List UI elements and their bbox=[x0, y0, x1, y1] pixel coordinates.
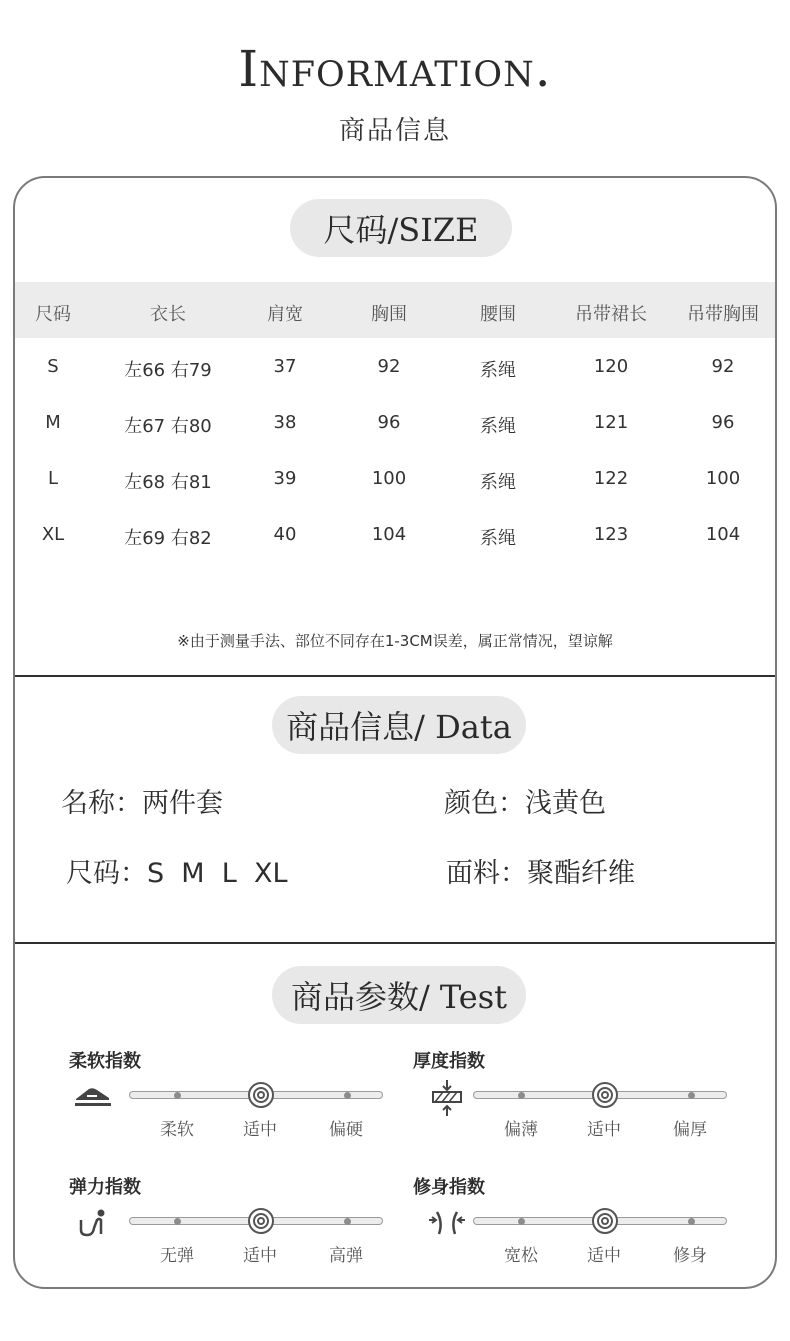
table-cell: 92 bbox=[377, 356, 401, 377]
table-cell: 系绳 bbox=[480, 472, 516, 493]
table-cell: S bbox=[47, 356, 59, 377]
selected-indicator bbox=[248, 1082, 274, 1108]
test-section-pill: 商品参数/ Test bbox=[272, 966, 526, 1024]
col-header: 尺码 bbox=[35, 304, 71, 325]
param-title: 厚度指数 bbox=[413, 1051, 485, 1072]
table-cell: 96 bbox=[711, 412, 735, 433]
measurement-note: ※由于测量手法、部位不同存在1-3CM误差，属正常情况，望谅解 bbox=[177, 632, 613, 650]
table-cell: 系绳 bbox=[480, 360, 516, 381]
table-cell: 系绳 bbox=[480, 528, 516, 549]
selected-indicator bbox=[592, 1082, 618, 1108]
scale-dot bbox=[344, 1218, 351, 1225]
table-cell: 122 bbox=[593, 468, 629, 489]
table-cell: 92 bbox=[711, 356, 735, 377]
product-name: 名称：两件套 bbox=[61, 788, 223, 819]
selected-indicator bbox=[248, 1208, 274, 1234]
table-cell: 121 bbox=[593, 412, 629, 433]
section-divider bbox=[15, 675, 775, 677]
table-cell: 39 bbox=[273, 468, 297, 489]
scale-dot bbox=[518, 1092, 525, 1099]
scale-label: 偏厚 bbox=[673, 1120, 707, 1140]
scale-label: 柔软 bbox=[160, 1120, 194, 1140]
scale-label: 高弹 bbox=[329, 1246, 363, 1266]
table-cell: 40 bbox=[273, 524, 297, 545]
table-cell: 123 bbox=[593, 524, 629, 545]
selected-indicator bbox=[592, 1208, 618, 1234]
table-cell: 系绳 bbox=[480, 416, 516, 437]
table-cell: 左66 右79 bbox=[124, 360, 212, 381]
scale-label: 宽松 bbox=[504, 1246, 538, 1266]
col-header: 吊带裙长 bbox=[575, 304, 647, 325]
scale-label: 适中 bbox=[587, 1246, 621, 1266]
table-cell: 96 bbox=[377, 412, 401, 433]
thickness-icon bbox=[429, 1078, 465, 1118]
table-cell: M bbox=[45, 412, 61, 433]
table-cell: 37 bbox=[273, 356, 297, 377]
table-cell: 100 bbox=[705, 468, 741, 489]
scale-dot bbox=[174, 1218, 181, 1225]
table-cell: XL bbox=[41, 524, 65, 545]
header-subtitle: 商品信息 bbox=[338, 116, 451, 146]
table-cell: 104 bbox=[371, 524, 407, 545]
table-cell: 左67 右80 bbox=[124, 416, 212, 437]
scale-label: 修身 bbox=[673, 1246, 707, 1266]
col-header: 胸围 bbox=[371, 304, 407, 325]
info-card bbox=[13, 176, 777, 1289]
scale-label: 偏薄 bbox=[504, 1120, 538, 1140]
product-sizes: 尺码：S M L XL bbox=[66, 858, 288, 889]
scale-label: 适中 bbox=[587, 1120, 621, 1140]
table-cell: L bbox=[47, 468, 59, 489]
table-cell: 38 bbox=[273, 412, 297, 433]
col-header: 腰围 bbox=[480, 304, 516, 325]
header-title: Information. bbox=[238, 40, 552, 98]
scale-dot bbox=[688, 1092, 695, 1099]
size-section-pill: 尺码/SIZE bbox=[290, 199, 512, 257]
product-fabric: 面料：聚酯纤维 bbox=[446, 858, 635, 889]
scale-label: 偏硬 bbox=[329, 1120, 363, 1140]
scale-dot bbox=[344, 1092, 351, 1099]
fit-icon bbox=[427, 1208, 467, 1238]
product-color: 颜色：浅黄色 bbox=[444, 788, 606, 819]
scale-label: 无弹 bbox=[160, 1246, 194, 1266]
section-divider bbox=[15, 942, 775, 944]
scale-label: 适中 bbox=[243, 1246, 277, 1266]
scale-dot bbox=[518, 1218, 525, 1225]
scale-dot bbox=[688, 1218, 695, 1225]
scale-label: 适中 bbox=[243, 1120, 277, 1140]
shoe-icon bbox=[73, 1084, 113, 1108]
col-header: 吊带胸围 bbox=[687, 304, 759, 325]
param-title: 弹力指数 bbox=[69, 1177, 141, 1198]
param-title: 柔软指数 bbox=[69, 1051, 141, 1072]
scale-dot bbox=[174, 1092, 181, 1099]
param-title: 修身指数 bbox=[413, 1177, 485, 1198]
table-cell: 100 bbox=[371, 468, 407, 489]
size-table-header bbox=[15, 282, 775, 338]
table-cell: 左68 右81 bbox=[124, 472, 212, 493]
data-section-pill: 商品信息/ Data bbox=[272, 696, 526, 754]
table-cell: 120 bbox=[593, 356, 629, 377]
table-cell: 104 bbox=[705, 524, 741, 545]
col-header: 衣长 bbox=[150, 304, 186, 325]
col-header: 肩宽 bbox=[267, 304, 303, 325]
table-cell: 左69 右82 bbox=[124, 528, 212, 549]
stretch-icon bbox=[77, 1208, 111, 1238]
